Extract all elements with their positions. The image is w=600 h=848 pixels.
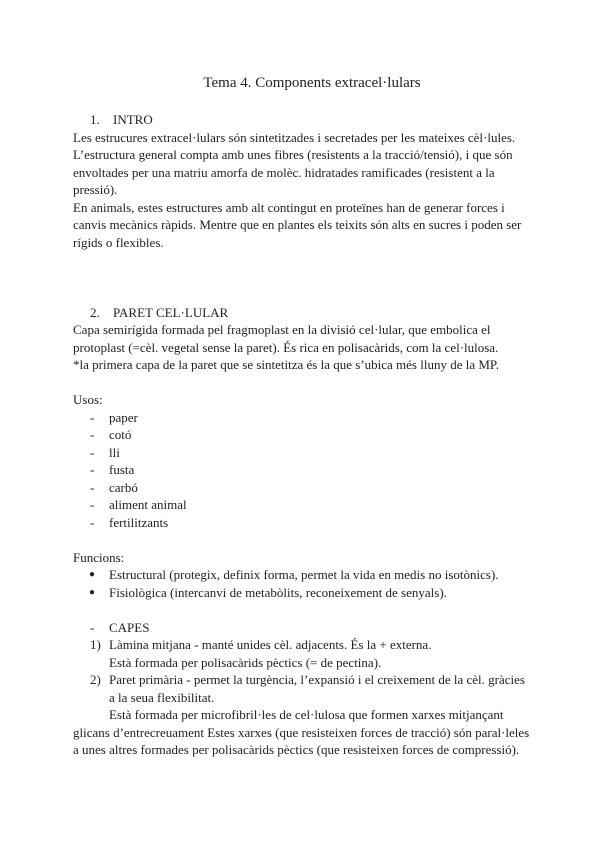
spacer (73, 251, 533, 286)
list-item (73, 496, 533, 514)
list-item (73, 444, 533, 462)
list-item (73, 426, 533, 444)
section-2-number: 2. (90, 304, 100, 320)
list-item (73, 461, 533, 479)
funcions-list (73, 566, 533, 601)
spacer (73, 531, 533, 549)
paret-paragraph: Capa semirígida formada pel fragmoplast en la divisió cel·lular, que embolica el protoplast (=cèl. vegetal sense la paret). És rica en polisacàrids, com la cel·lulosa. (73, 322, 499, 355)
capes-list (73, 671, 533, 706)
usos-item: paper (109, 409, 138, 425)
intro-paragraph-1: Les estrucures extracel·lulars són sintetitzades i secretades per les mateixes cèl·lules. L’estructura general compta amb unes fibres (resistents a la tracció/tensió), i que són envoltades per una matriu amorfa de molèc. hidratades ramificades (resistent a la pressió). (73, 129, 516, 197)
paret-note: *la primera capa de la paret que se sintetitza és la que s’ubica més lluny de la MP. (73, 357, 499, 372)
usos-label: Usos: (73, 392, 103, 407)
usos-item: fertilitzants (109, 514, 169, 530)
list-item (73, 671, 533, 706)
capa-detail: Està formada per polisacàrids pèctics (= de pectina). (109, 654, 382, 670)
section-1-number: 1. (90, 112, 100, 127)
list-item (73, 636, 533, 654)
usos-item: lli (109, 444, 120, 460)
capes-heading (73, 619, 533, 637)
funcions-item: Fisiològica (intercanvi de metabòlits, reconeixement de senyals). (109, 584, 447, 600)
bullet-icon: ● (89, 569, 96, 580)
capa-number: 1) (90, 637, 101, 652)
usos-item: aliment animal (109, 497, 187, 512)
dash-marker: - (90, 479, 95, 495)
intro-paragraph-2: En animals, estes estructures amb alt contingut en proteïnes han de generar forces i canvis mecànics ràpids. Mentre que en plantes els teixits són alts en sucres i poden ser rígids o flexibles. (73, 199, 522, 250)
capes-label: CAPES (109, 619, 150, 635)
spacer (73, 374, 533, 392)
list-item (73, 584, 533, 602)
funcions-label: Funcions: (73, 549, 125, 565)
section-1-heading (73, 111, 533, 129)
dash-marker: - (90, 427, 95, 442)
section-2-title: PARET CEL·LULAR (113, 304, 229, 320)
dash-marker: - (90, 409, 95, 425)
bullet-icon: ● (89, 586, 96, 598)
capa-number: 2) (90, 672, 101, 687)
list-item (73, 566, 533, 584)
capa-detail: Està formada per microfibril·les de cel·lulosa que formen xarxes mitjançant glicans d’entrecreuament Estes xarxes (que resisteixen forces de tracció) són paral·leles a unes altres formades per polisacàrids pèctics (que resisteixen forces de compressió). (73, 707, 530, 757)
dash-marker: - (90, 462, 95, 477)
section-2-heading (73, 304, 533, 322)
capes-list (73, 636, 533, 654)
document-title: Tema 4. Components extracel·lulars (203, 75, 421, 91)
capa-text: Paret primària - permet la turgència, l’expansió i el creixement de la cèl. gràcies a la seua flexibilitat. (109, 672, 525, 705)
usos-item: carbó (109, 479, 138, 495)
usos-list (73, 409, 533, 532)
usos-item: fusta (109, 462, 135, 477)
section-1-title: INTRO (113, 112, 153, 127)
spacer (73, 601, 533, 619)
capa-text: Làmina mitjana - manté unides cèl. adjacents. És la + externa. (109, 637, 432, 652)
usos-item: cotó (109, 427, 132, 442)
spacer (73, 286, 533, 304)
document-page (73, 73, 533, 759)
list-item (73, 479, 533, 497)
funcions-item: Estructural (protegix, definix forma, permet la vida en medis no isotònics). (109, 567, 499, 582)
list-item (73, 514, 533, 532)
list-item (73, 409, 533, 427)
dash-marker: - (90, 497, 95, 512)
dash-marker: - (90, 514, 95, 530)
dash-marker: - (90, 444, 95, 460)
dash-marker: - (90, 619, 95, 635)
